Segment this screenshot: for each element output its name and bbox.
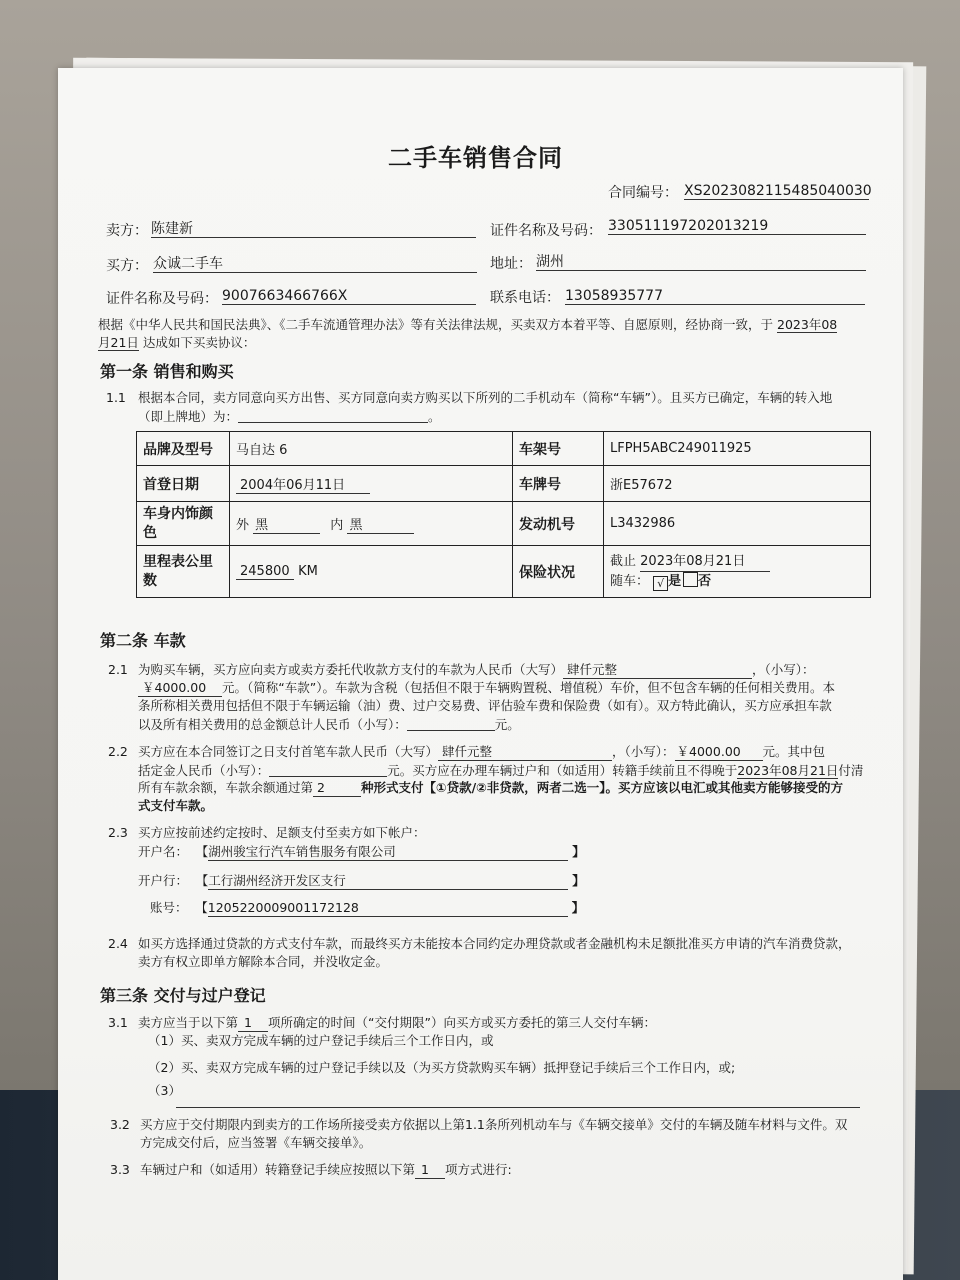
color-cell [230,502,513,546]
clause-3-2-line1: 买方应于交付期限内到卖方的工作场所接受卖方依据以上第1.1条所列机动车与《车辆交接单》交付的车辆及随车材料与文件。双 [140,1117,848,1132]
clause-2-1-number: 2.1 [108,662,128,677]
clause-2-4-line2: 卖方有权立即单方解除本合同，并没收定金。 [138,954,389,969]
seller-id-label: 证件名称及号码： [490,223,602,239]
table-row [137,546,871,598]
clause-2-1-line3: 条所称相关费用包括但不限于车辆运输（油）费、过户交易费、评估验车费和保险费（如有）。双方特此确认，买方应承担车款 [138,698,832,713]
balance-deadline: 2023年08月21日 [737,763,839,778]
preamble-line1 [98,317,837,333]
vin-label: 车架号 [513,432,604,466]
exterior-color: 黑 [253,514,320,534]
buyer-id-value: 9007663466766X [222,288,476,305]
plate-value: 浙E57672 [604,466,871,502]
destination-blank [238,408,428,423]
clause-2-2-line1 [138,744,825,761]
buyer-address-value: 湖州 [536,254,866,271]
clause-2-1-line1 [138,662,815,679]
price-in-figures: ￥4000.00 [138,680,222,697]
document-title: 二手车销售合同 [388,144,563,172]
mileage-cell [230,546,513,598]
article-1-heading: 第一条 销售和购买 [100,362,234,381]
insurance-until-label: 截止 [610,554,637,569]
seller-name: 陈建新 [151,221,476,238]
delivery-option-1: （1）买、卖双方完成车辆的过户登记手续后三个工作日内，或 [148,1033,494,1048]
clause-3-3-text: 车辆过户和（如适用）转籍登记手续应按照以下第 [140,1162,416,1177]
interior-color: 黑 [347,514,414,534]
delivery-option-3: （3） [148,1083,181,1098]
payment-method-number: 2 [313,780,361,797]
insurance-cell [604,546,871,598]
mileage-unit: KM [298,563,318,579]
clause-3-3-number: 3.3 [110,1162,130,1177]
account-number-label: 账号： [150,900,188,915]
account-name-value: 湖州骏宝行汽车销售服务有限公司 [208,844,568,861]
bank-value: 工行湖州经济开发区支行 [208,873,568,890]
insurance-label: 保险状况 [513,546,604,598]
account-number-row [138,900,584,917]
preamble-line2 [98,335,255,351]
clause-2-2-text: 元。买方应在办理车辆过户和（如适用）转籍手续前且不得晚于 [387,763,738,778]
clause-3-2-number: 3.2 [110,1117,130,1132]
bracket-left: 【 [202,844,209,859]
preamble-date-part2: 月21日 [98,335,139,350]
mileage-label: 里程表公里数 [137,546,230,598]
clause-1-1-number: 1.1 [106,390,126,405]
article-3-heading: 第三条 交付与过户登记 [100,986,266,1005]
clause-2-1-text: 为购买车辆，买方应向卖方或卖方委托代收款方支付的车款为人民币（大写） [138,662,564,677]
account-number-value: 1205220009001172128 [208,900,568,917]
clause-2-1-line4 [138,716,520,733]
clause-2-4-number: 2.4 [108,936,128,951]
brand-label: 品牌及型号 [137,432,230,466]
table-row [137,466,871,502]
clause-3-2-line2: 方完成交付后，应当签署《车辆交接单》。 [140,1135,372,1150]
seller-label: 卖方： [106,223,148,239]
clause-2-2-line4: 式支付车款。 [138,798,214,813]
clause-2-3-number: 2.3 [108,825,128,840]
interior-label: 内 [330,517,344,533]
exterior-label: 外 [236,517,250,533]
yes-checkbox[interactable]: √ [653,576,668,591]
buyer-phone-label: 联系电话： [490,290,560,306]
bank-row [138,873,585,890]
yes-label: 是 [668,574,682,589]
bracket-right: 】 [572,873,585,888]
buyer-id-label: 证件名称及号码： [106,291,218,307]
preamble-date-part1: 2023年08 [777,317,838,332]
account-name-label: 开户名： [138,844,189,859]
clause-1-1-end: 。 [428,409,441,424]
insurance-until-value: 2023年08月21日 [640,552,770,572]
clause-3-3-line1 [140,1162,512,1179]
bank-label: 开户行： [138,873,189,888]
clause-3-1-line1 [138,1015,656,1032]
clause-2-1-line2 [138,680,835,697]
preamble-text: 根据《中华人民共和国民法典》、《二手车流通管理办法》等有关法律法规，买卖双方本着平等、自愿原则，经协商一致，于 [98,317,774,332]
bracket-right: 】 [571,900,585,915]
bracket-left: 【 [202,873,209,888]
clause-1-1-text: （即上牌地）为： [138,409,239,424]
small-amount-label: ，（小写）： [612,744,675,759]
bracket-left: 【 [201,900,208,915]
no-checkbox[interactable] [683,572,698,587]
color-label: 车身内饰颜色 [137,502,230,546]
bracket-right: 】 [572,844,585,859]
vehicle-info-table [136,431,871,598]
insurance-with-label: 随车： [610,574,650,589]
registration-option-number: 1 [415,1162,445,1179]
no-label: 否 [698,574,712,589]
delivery-option-number: 1 [238,1015,268,1032]
contract-page [58,68,903,1280]
vin-value: LFPH5ABC249011925 [604,432,871,466]
clause-1-1-line2 [138,408,441,425]
contract-no-text: XS20230821154850400​30 [684,183,872,199]
first-payment-in-words: 肆仟元整 [438,744,612,761]
reg-date-label: 首登日期 [137,466,230,502]
article-2-heading: 第二条 车款 [100,631,186,650]
clause-2-1-text: 以及所有相关费用的总金额总计人民币（小写）： [138,717,407,732]
mileage-value: 245800 [236,564,294,580]
clause-2-2-text: 所有车款余额，车款余额通过第 [138,780,314,795]
clause-2-1-text: 元。（简称“车款”）。车款为含税（包括但不限于车辆购置税、增值税）车价，但不包含车辆的任何相关费用。本 [222,680,835,695]
engine-label: 发动机号 [513,502,604,546]
clause-2-2-text: 付清 [838,763,864,778]
clause-2-2-line3 [138,780,843,797]
account-name-row [138,844,585,861]
insurance-until-row [610,552,864,572]
reg-date-value: 2004年06月11日 [236,474,370,494]
deposit-blank [269,762,387,777]
clause-3-1-number: 3.1 [108,1015,128,1030]
clause-3-3-text: 项方式进行: [445,1162,512,1177]
buyer-label: 买方： [106,258,148,274]
buyer-address-label: 地址： [490,256,532,272]
clause-2-2-line2 [138,762,863,779]
clause-2-2-number: 2.2 [108,744,128,759]
plate-label: 车牌号 [513,466,604,502]
table-row [137,432,871,466]
insurance-with-row [610,572,864,591]
clause-2-3-line1: 买方应按前述约定按时、足额支付至卖方如下帐户： [138,825,426,840]
buyer-name: 众诚二手车 [153,256,477,273]
clause-2-2-text: 买方应在本合同签订之日支付首笔车款人民币（大写） [138,744,439,759]
contract-no-label: 合同编号： [608,185,678,201]
first-payment-in-figures: ￥4000.00 [675,744,763,761]
table-row [137,502,871,546]
delivery-option-3-blank [176,1102,860,1108]
clause-2-4-line1: 如买方选择通过贷款的方式支付车款，而最终买方未能按本合同约定办理贷款或者金融机构未足额批准买方申请的汽车消费贷款， [138,936,851,951]
small-amount-label: ，（小写）： [752,662,815,677]
clause-1-1-line1: 根据本合同，卖方同意向买方出售、买方同意向卖方购买以下所列的二手机动车（简称“车辆”）。且买方已确定，车辆的转入地 [138,390,833,405]
clause-3-1-text: 项所确定的时间（“交付期限”）向买方或买方委托的第三人交付车辆： [268,1015,656,1030]
contract-no-value [684,183,872,200]
reg-date-cell [230,466,513,502]
seller-id-value: 330511197202013219 [608,218,866,235]
engine-value: L3432986 [604,502,871,546]
total-amount-blank [407,716,495,731]
delivery-option-2: （2）买、卖双方完成车辆的过户登记手续以及（为买方贷款购买车辆）抵押登记手续后三个工作日内，或; [148,1060,736,1075]
clause-2-1-end: 元。 [494,717,520,732]
clause-2-2-text: 括定金人民币（小写）： [138,763,270,778]
buyer-phone-value: 13058935777 [565,288,865,305]
brand-value: 马自达 6 [230,432,513,466]
clause-2-2-text: 元。其中包 [762,744,826,759]
clause-3-1-text: 卖方应当于以下第 [138,1015,239,1030]
price-in-words: 肆仟元整 [563,662,752,679]
clause-2-2-text: 种形式支付【①贷款/②非贷款，两者二选一】。买方应该以电汇或其他卖方能够接受的方 [361,780,843,795]
preamble-tail: 达成如下买卖协议： [142,335,256,350]
